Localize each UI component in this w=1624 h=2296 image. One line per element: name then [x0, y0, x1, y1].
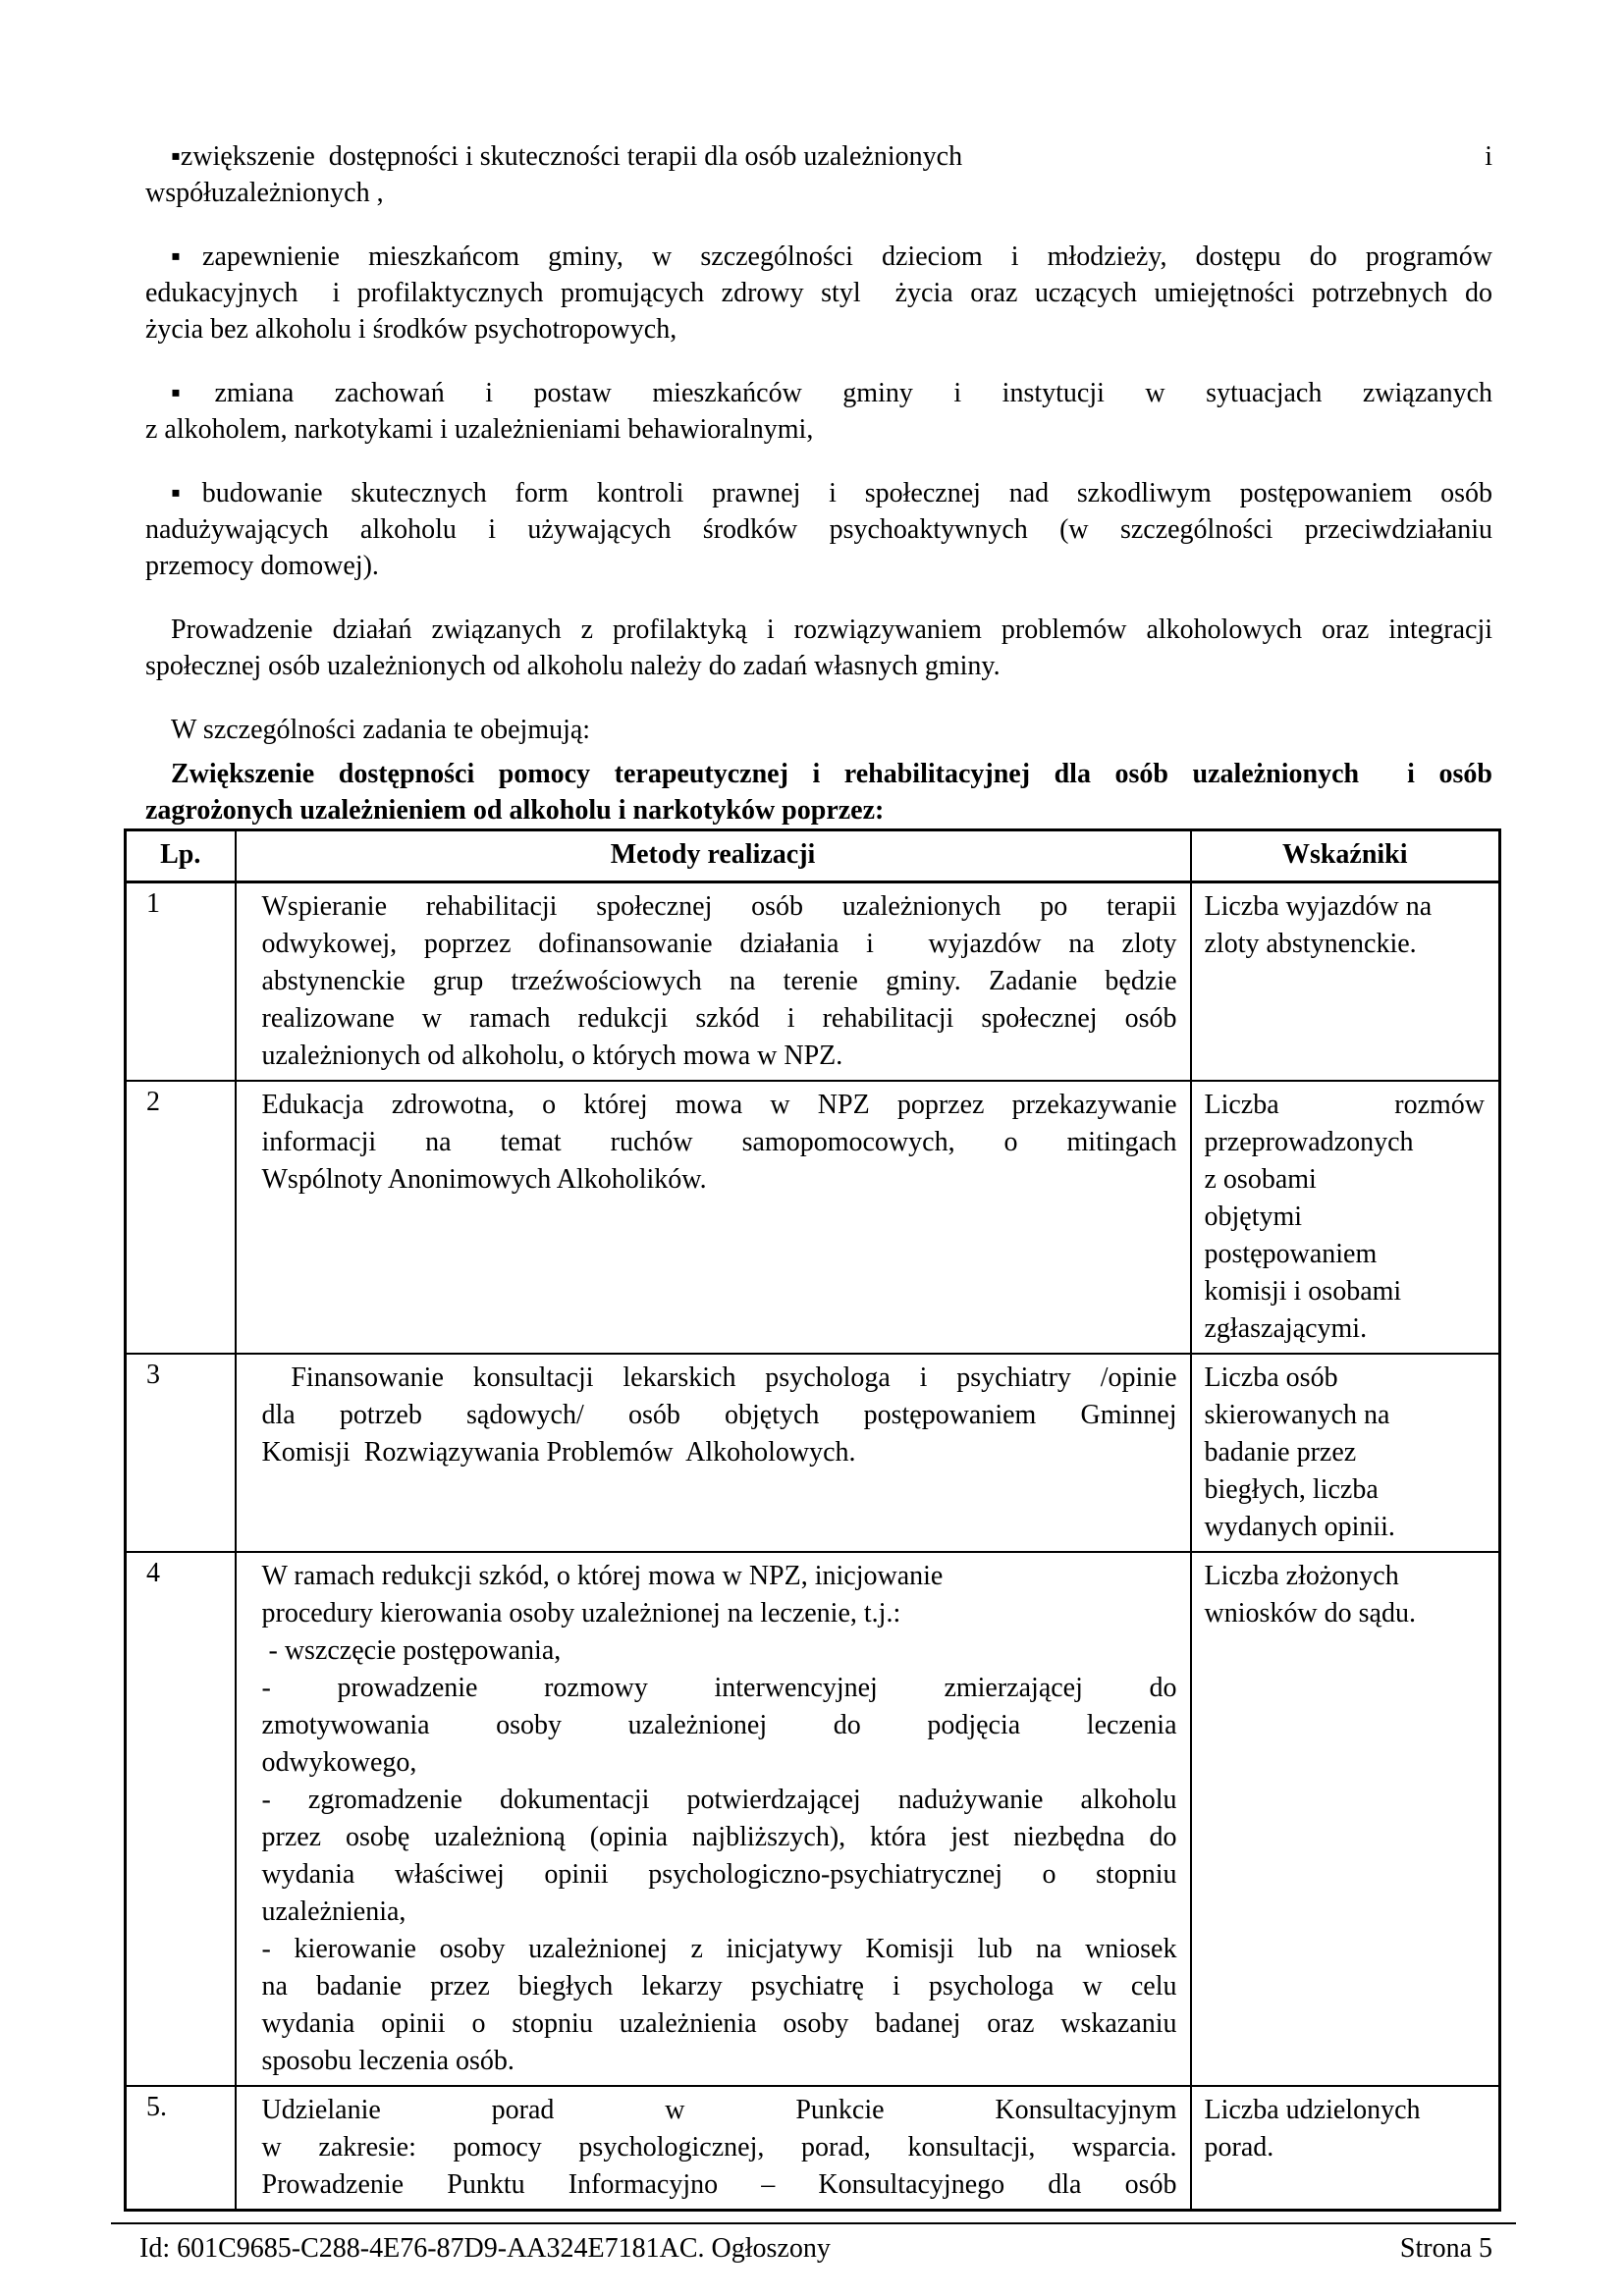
text-line: dla potrzeb sądowych/ osób objętych postępowaniem Gminnej: [261, 1400, 1177, 1430]
text-line: uzależnionych od alkoholu, o których mowa w NPZ.: [261, 1041, 843, 1071]
text-line: komisji i osobami: [1204, 1276, 1402, 1307]
text-line: - prowadzenie rozmowy interwencyjnej zmierzającej do: [261, 1673, 1177, 1703]
cell-paragraph: [262, 1782, 1177, 1931]
lp-cell: 2: [126, 1081, 236, 1354]
text-line: porad.: [1204, 2132, 1274, 2163]
column-header-indicators: Wskaźniki: [1191, 830, 1500, 882]
lp-cell: 5.: [126, 2086, 236, 2211]
text-line: W ramach redukcji szkód, o której mowa w NPZ, inicjowanie: [261, 1561, 944, 1591]
table-header: [126, 830, 1500, 882]
indicators-cell: [1191, 1354, 1500, 1552]
cell-paragraph: [262, 1931, 1177, 2080]
text-line: wydania właściwej opinii psychologiczno-psychiatrycznej o stopniu: [261, 1859, 1177, 1890]
line-right-text: i: [1485, 141, 1492, 172]
paragraph: [145, 756, 1492, 828]
text-line: ▪budowanie skutecznych form kontroli prawnej i społecznej nad szkodliwym postępowaniem osób: [171, 478, 1492, 508]
text-line: Udzielanie porad w Punkcie Konsultacyjnym: [261, 2095, 1177, 2125]
table-row: [126, 1354, 1500, 1552]
line-left-text: ▪zwiększenie dostępności i skuteczności terapii dla osób uzależnionych: [171, 141, 963, 172]
document-id: Id: 601C9685-C288-4E76-87D9-AA324E7181AC. Ogłoszony: [139, 2233, 831, 2264]
text-line: Finansowanie konsultacji lekarskich psychologa i psychiatry /opinie: [261, 1362, 1177, 1393]
methods-cell: [236, 1552, 1191, 2086]
cell-paragraph: [262, 2092, 1177, 2204]
text-line: społecznej osób uzależnionych od alkoholu należy do zadań własnych gminy.: [145, 651, 1001, 681]
text-line: wydania opinii o stopniu uzależnienia osoby badanej oraz wskazaniu: [261, 2008, 1177, 2039]
text-line: zmotywowania osoby uzależnionej do podjęcia leczenia: [261, 1710, 1177, 1740]
text-line: - wszczęcie postępowania,: [261, 1635, 562, 1666]
methods-cell: [236, 1081, 1191, 1354]
lp-cell: 3: [126, 1354, 236, 1552]
text-line: uzależnienia,: [261, 1896, 406, 1927]
table-body: [126, 882, 1500, 2211]
paragraph: [145, 475, 1492, 584]
text-line: Edukacja zdrowotna, o której mowa w NPZ poprzez przekazywanie: [261, 1090, 1177, 1120]
text-line: życia bez alkoholu i środków psychotropowych,: [145, 314, 677, 345]
paragraph: [145, 612, 1492, 684]
text-line: - kierowanie osoby uzależnionej z inicjatywy Komisji lub na wniosek: [261, 1934, 1177, 1964]
text-line: z alkoholem, narkotykami i uzależnieniami behawioralnymi,: [145, 414, 814, 445]
text-line: Wspieranie rehabilitacji społecznej osób uzależnionych po terapii: [261, 891, 1177, 922]
text-line: przeprowadzonych: [1204, 1127, 1414, 1157]
cell-paragraph: [262, 1558, 1177, 1632]
table-row: [126, 2086, 1500, 2211]
paragraph: [145, 138, 1492, 211]
cell-paragraph: [262, 888, 1177, 1075]
lp-cell: 4: [126, 1552, 236, 2086]
column-header-methods: Metody realizacji: [236, 830, 1191, 882]
text-line: odwykowego,: [261, 1747, 417, 1778]
text-line: procedury kierowania osoby uzależnionej na leczenie, t.j.:: [261, 1598, 901, 1629]
text-line: realizowane w ramach redukcji szkód i rehabilitacji społecznej osób: [261, 1003, 1177, 1034]
text-line: Liczba udzielonych: [1204, 2095, 1421, 2125]
text-line: edukacyjnych i profilaktycznych promujących zdrowy styl życia oraz uczących umiejętności potrzebnych do: [145, 278, 1492, 308]
text-line: Liczba wyjazdów na: [1204, 891, 1433, 922]
text-line: Zwiększenie dostępności pomocy terapeutycznej i rehabilitacyjnej dla osób uzależnionych i osób: [171, 759, 1492, 789]
paragraph: [145, 375, 1492, 448]
text-line: ▪zapewnienie mieszkańcom gminy, w szczególności dzieciom i młodzieży, dostępu do programów: [171, 241, 1492, 272]
text-line: zagrożonych uzależnieniem od alkoholu i narkotyków poprzez:: [145, 795, 885, 826]
cell-paragraph: [262, 1670, 1177, 1782]
text-line: abstynenckie grup trzeźwościowych na terenie gminy. Zadanie będzie: [261, 966, 1177, 996]
lp-cell: 1: [126, 882, 236, 1082]
indicators-cell: [1191, 2086, 1500, 2211]
text-line: ▪zmiana zachowań i postaw mieszkańców gminy i instytucji w sytuacjach związanych: [171, 378, 1492, 408]
task-table: [124, 828, 1501, 2212]
footer-divider: [111, 2222, 1516, 2224]
text-line: na badanie przez biegłych lekarzy psychiatrę i psychologa w celu: [261, 1971, 1177, 2002]
table-header-row: [126, 830, 1500, 882]
table-row: [126, 1081, 1500, 1354]
text-line: przez osobę uzależnioną (opinia najbliższych), która jest niezbędna do: [261, 1822, 1177, 1852]
text-line: Liczba złożonych: [1204, 1561, 1399, 1591]
text-line: nadużywających alkoholu i używających środków psychoaktywnych (w szczególności przeciwdziałaniu: [145, 514, 1492, 545]
text-line: wydanych opinii.: [1204, 1512, 1395, 1542]
cell-paragraph: [262, 1360, 1177, 1471]
text-line: postępowaniem: [1204, 1239, 1378, 1269]
cell-paragraph: [262, 1632, 1177, 1670]
text-line: współuzależnionych ,: [145, 178, 384, 208]
text-line: sposobu leczenia osób.: [261, 2046, 514, 2076]
table-row: [126, 882, 1500, 1082]
indicators-cell: [1191, 1552, 1500, 2086]
page-number: Strona 5: [1399, 2233, 1492, 2264]
page-footer: [139, 2232, 1492, 2266]
text-line: Prowadzenie działań związanych z profilaktyką i rozwiązywaniem problemów alkoholowych oraz integracji: [171, 614, 1492, 645]
text-line: zgłaszającymi.: [1204, 1313, 1368, 1344]
methods-cell: [236, 882, 1191, 1082]
cell-paragraph: [262, 1087, 1177, 1199]
table-row: [126, 1552, 1500, 2086]
text-line: w zakresie: pomocy psychologicznej, porad, konsultacji, wsparcia.: [261, 2132, 1177, 2163]
text-line: wniosków do sądu.: [1204, 1598, 1416, 1629]
text-line: skierowanych na: [1204, 1400, 1390, 1430]
text-line: objętymi: [1204, 1201, 1303, 1232]
paragraph: [145, 712, 1492, 748]
text-line: - zgromadzenie dokumentacji potwierdzającej nadużywanie alkoholu: [261, 1785, 1177, 1815]
text-line: przemocy domowej).: [145, 551, 379, 581]
text-line: zloty abstynenckie.: [1204, 929, 1417, 959]
methods-cell: [236, 1354, 1191, 1552]
paragraph: [145, 239, 1492, 347]
column-header-lp: Lp.: [126, 830, 236, 882]
indicators-cell: [1191, 1081, 1500, 1354]
text-line: Liczba rozmów: [1204, 1090, 1485, 1120]
text-line: Prowadzenie Punktu Informacyjno – Konsultacyjnego dla osób: [261, 2169, 1177, 2200]
indicators-cell: [1191, 882, 1500, 1082]
text-line: badanie przez: [1204, 1437, 1357, 1468]
text-line: z osobami: [1204, 1164, 1317, 1195]
text-line: odwykowej, poprzez dofinansowanie działania i wyjazdów na zloty: [261, 929, 1177, 959]
text-line: informacji na temat ruchów samopomocowych, o mitingach: [261, 1127, 1177, 1157]
text-line: Liczba osób: [1204, 1362, 1338, 1393]
methods-cell: [236, 2086, 1191, 2211]
text-line: biegłych, liczba: [1204, 1474, 1379, 1505]
text-line: W szczególności zadania te obejmują:: [171, 715, 591, 745]
text-line: Wspólnoty Anonimowych Alkoholików.: [261, 1164, 707, 1195]
document-body: [145, 138, 1492, 2212]
text-line: Komisji Rozwiązywania Problemów Alkoholowych.: [261, 1437, 856, 1468]
text-line: [145, 138, 1492, 175]
paragraphs: [145, 138, 1492, 828]
